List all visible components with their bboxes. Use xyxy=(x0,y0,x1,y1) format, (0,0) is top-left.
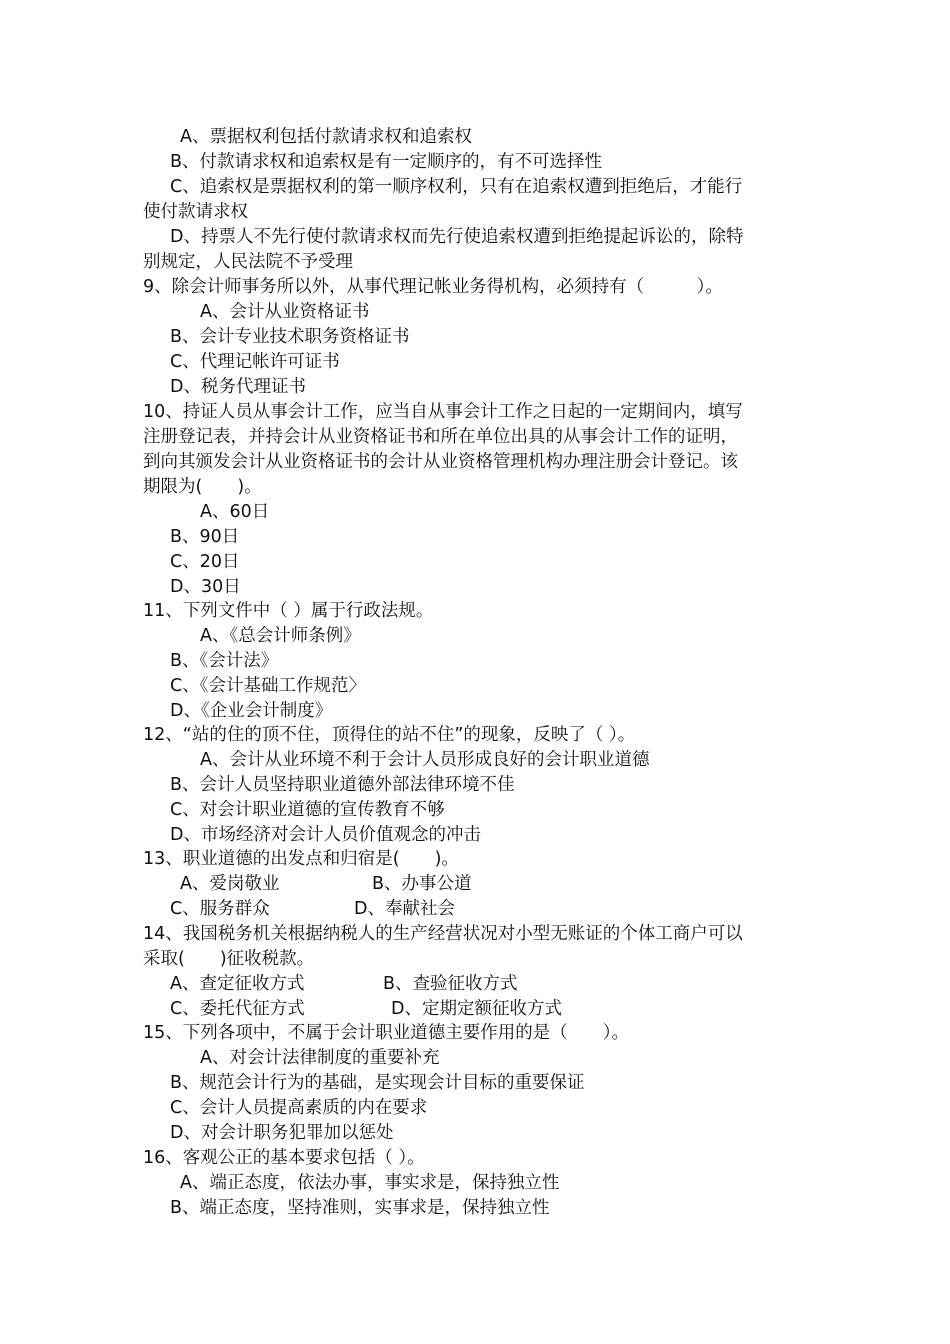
q10-option-b: B、90日 xyxy=(170,527,240,547)
q16-question: 16、客观公正的基本要求包括（ ）。 xyxy=(143,1148,425,1168)
q11-option-c: C、《会计基础工作规范〉 xyxy=(170,676,366,696)
q12-question: 12、“站的住的顶不住，顶得住的站不住”的现象，反映了（ ）。 xyxy=(143,725,636,745)
q14-question-cont: 采取( )征收税款。 xyxy=(143,949,315,969)
q12-option-b: B、会计人员坚持职业道德外部法律环境不佳 xyxy=(170,775,515,795)
q9-option-b: B、会计专业技术职务资格证书 xyxy=(170,327,410,347)
q13-option-a: A、爱岗敬业 xyxy=(180,874,280,894)
q10-option-c: C、20日 xyxy=(170,552,240,572)
q14-question: 14、我国税务机关根据纳税人的生产经营状况对小型无账证的个体工商户可以 xyxy=(143,924,743,944)
q15-option-a: A、对会计法律制度的重要补充 xyxy=(200,1048,440,1068)
q13-option-c: C、服务群众 xyxy=(170,899,270,919)
q14-option-a: A、查定征收方式 xyxy=(170,974,305,994)
q14-options-row-1 xyxy=(170,972,518,997)
q11-option-d: D、《企业会计制度》 xyxy=(170,701,333,721)
q10-option-a: A、60日 xyxy=(200,502,270,522)
q14-option-b: B、查验征收方式 xyxy=(383,974,518,994)
q14-option-c: C、委托代征方式 xyxy=(170,999,305,1019)
q16-option-a: A、端正态度，依法办事，事实求是，保持独立性 xyxy=(180,1173,560,1193)
q12-option-a: A、会计从业环境不利于会计人员形成良好的会计职业道德 xyxy=(200,750,650,770)
q15-option-d: D、对会计职务犯罪加以惩处 xyxy=(170,1123,394,1143)
q13-option-b: B、办事公道 xyxy=(372,874,472,894)
q9-option-d: D、税务代理证书 xyxy=(170,377,306,397)
q10-question-cont-3: 期限为( )。 xyxy=(143,477,262,497)
q9-question: 9、除会计师事务所以外，从事代理记帐业务得机构，必须持有（ ）。 xyxy=(143,277,723,297)
q10-question-cont-2: 到向其颁发会计从业资格证书的会计从业资格管理机构办理注册会计登记。该 xyxy=(143,452,738,472)
q9-option-a: A、会计从业资格证书 xyxy=(200,302,370,322)
q13-options-row-1 xyxy=(180,872,472,897)
q10-question: 10、持证人员从事会计工作，应当自从事会计工作之日起的一定期间内，填写 xyxy=(143,402,743,422)
q14-options-row-2 xyxy=(170,997,562,1022)
q10-option-d: D、30日 xyxy=(170,577,241,597)
q11-question: 11、下列文件中（ ）属于行政法规。 xyxy=(143,601,434,621)
q15-option-b: B、规范会计行为的基础，是实现会计目标的重要保证 xyxy=(170,1073,585,1093)
q13-question: 13、职业道德的出发点和归宿是( )。 xyxy=(143,849,459,869)
q16-option-b: B、端正态度，坚持准则，实事求是，保持独立性 xyxy=(170,1198,550,1218)
q8-option-c-cont: 使付款请求权 xyxy=(143,202,248,222)
q12-option-c: C、对会计职业道德的宣传教育不够 xyxy=(170,800,445,820)
q8-option-a: A、票据权利包括付款请求权和追索权 xyxy=(180,127,472,147)
q8-option-d: D、持票人不先行使付款请求权而先行使追索权遭到拒绝提起诉讼的，除特 xyxy=(170,227,744,247)
q15-option-c: C、会计人员提高素质的内在要求 xyxy=(170,1098,428,1118)
q13-option-d: D、奉献社会 xyxy=(354,899,455,919)
q8-option-c: C、追索权是票据权利的第一顺序权利，只有在追索权遭到拒绝后，才能行 xyxy=(170,177,743,197)
q8-option-d-cont: 别规定，人民法院不予受理 xyxy=(143,252,353,272)
q11-option-b: B、《会计法》 xyxy=(170,651,279,671)
q14-option-d: D、定期定额征收方式 xyxy=(391,999,562,1019)
q8-option-b: B、付款请求权和追索权是有一定顺序的，有不可选择性 xyxy=(170,152,603,172)
q13-options-row-2 xyxy=(170,897,455,922)
q15-question: 15、下列各项中，不属于会计职业道德主要作用的是（ ）。 xyxy=(143,1023,630,1043)
q10-question-cont-1: 注册登记表，并持会计从业资格证书和所在单位出具的从事会计工作的证明， xyxy=(143,427,738,447)
q9-option-c: C、代理记帐许可证书 xyxy=(170,352,340,372)
q12-option-d: D、市场经济对会计人员价值观念的冲击 xyxy=(170,825,481,845)
q11-option-a: A、《总会计师条例》 xyxy=(200,626,361,646)
